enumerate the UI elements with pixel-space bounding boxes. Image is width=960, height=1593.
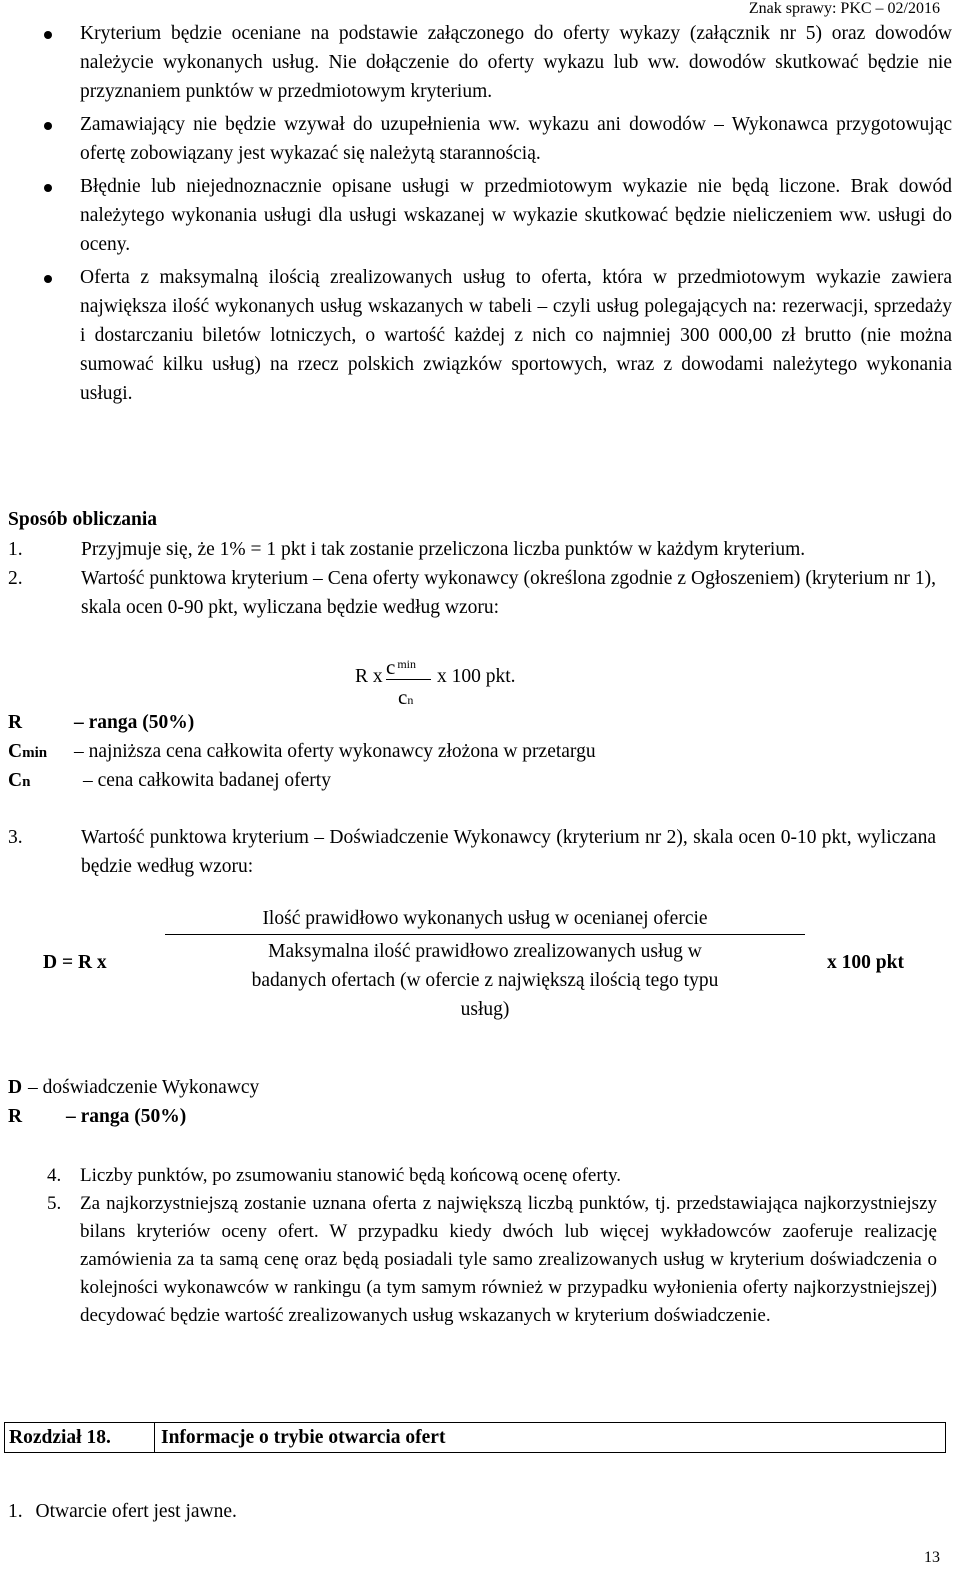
opening-item: 1. Otwarcie ofert jest jawne. [8, 1501, 237, 1522]
bullet-item: Oferta z maksymalną ilością zrealizowanych usług to oferta, która w przedmiotowym wykazie zawiera największa ilość wykonanych usług wskazanych w tabeli – czyli usług polegających na: rezerwacji, sprzedaży i dostarczaniu biletów lotniczych, o wartość każdej z nich co najmniej 300 000,00 zł brutto (nie można sumować kilku usług) na rzecz polskich związków sportowych, wraz z dowodami należytego wykonania usługi. [40, 263, 952, 408]
formula2-left: D = R x [43, 952, 107, 973]
bullet-icon [44, 275, 52, 283]
method-item: 2. Wartość punktowa kryterium – Cena oferty wykonawcy (określona zgodnie z Ogłoszeniem) (kryterium nr 1), skala ocen 0-90 pkt, wyliczana będzie według wzoru: [8, 568, 936, 618]
legend-row: R – ranga (50%) [8, 1106, 187, 1127]
bullet-icon [44, 31, 52, 39]
chapter-number: Rozdział 18. [5, 1423, 155, 1452]
formula2-numerator: Ilość prawidłowo wykonanych usług w ocenianej ofercie [262, 908, 708, 929]
bullet-item: Błędnie lub niejednoznacznie opisane usługi w przedmiotowym wykazie nie będą liczone. Brak dowód należytego wykonania usługi dla usługi wskazanej w wykazie skutkować będzie nieliczeniem ww. usługi do oceny. [40, 172, 952, 259]
formula2-right: x 100 pkt [827, 952, 904, 973]
legend-row: D – doświadczenie Wykonawcy [8, 1077, 260, 1098]
method-item: 1. Przyjmuje się, że 1% = 1 pkt i tak zostanie przeliczona liczba punktów w każdym kryterium. [8, 539, 806, 560]
formula1-left: R x [355, 666, 383, 687]
bullet-item: Zamawiający nie będzie wzywał do uzupełnienia ww. wykazu ani dowodów – Wykonawca przygotowując ofertę zobowiązany jest wykazać się należytą starannością. [40, 110, 952, 168]
chapter-title: Informacje o trybie otwarcia ofert [161, 1427, 446, 1448]
legend-row: R – ranga (50%) [8, 712, 195, 733]
final-list [47, 1162, 937, 1330]
formula1-numerator: c $^{min}$ [386, 655, 416, 679]
page-number: 13 [924, 1549, 940, 1566]
final-item: 5. Za najkorzystniejszą zostanie uznana oferta z największą liczbą punktów, tj. przedstawiająca najkorzystniejszy bilans kryteriów oceny ofert. W przypadku kiedy dwóch lub więcej wykładowców zaoferuje realizację zamówienia za ta samą cenę oraz będą posiadali tyle samo zrealizowanych usług w kryterium doświadczenia o kolejności wykonawców w rankingu (a tym samym również w przypadku wyłonienia oferty najkorzystniejszej) decydować będzie wartość zrealizowanych usług wskazanych w kryterium doświadczenie. [47, 1193, 937, 1326]
formula2-fraction-line [165, 934, 805, 935]
final-item: 4. Liczby punktów, po zsumowaniu stanowić będą końcową ocenę oferty. [47, 1165, 621, 1186]
bullet-item: Kryterium będzie oceniane na podstawie załączonego do oferty wykazy (załącznik nr 5) oraz dowodów należycie wykonanych usług. Nie dołączenie do oferty wykazu lub ww. dowodów skutkować będzie nie przyznaniem punktów w przedmiotowym kryterium. [40, 19, 952, 106]
legend-row: Cmin – najniższa cena całkowita oferty wykonawcy złożona w przetargu [8, 741, 596, 762]
formula1-right: x 100 pkt. [437, 666, 516, 687]
formula1-fraction-line [386, 679, 431, 680]
formula1-legend [8, 712, 908, 799]
bullet-icon [44, 184, 52, 192]
method-list [8, 535, 936, 622]
formula1-denominator: cn [398, 685, 414, 709]
chapter-heading-box [4, 1422, 946, 1453]
formula2-denominator: Maksymalna ilość prawidłowo zrealizowanych usług w badanych ofertach (w ofercie z największą ilością tego typu usług) [251, 941, 719, 1020]
criteria-bullet-list [40, 19, 952, 412]
document-reference: Znak sprawy: PKC – 02/2016 [748, 0, 940, 17]
formula2-legend [8, 1077, 908, 1135]
section-heading: Sposób obliczania [8, 509, 158, 530]
bullet-icon [44, 122, 52, 130]
method-item-3: 3. Wartość punktowa kryterium – Doświadczenie Wykonawcy (kryterium nr 2), skala ocen 0-10 pkt, wyliczana będzie według wzoru: [8, 827, 936, 877]
legend-row: Cn – cena całkowita badanej oferty [8, 770, 331, 791]
